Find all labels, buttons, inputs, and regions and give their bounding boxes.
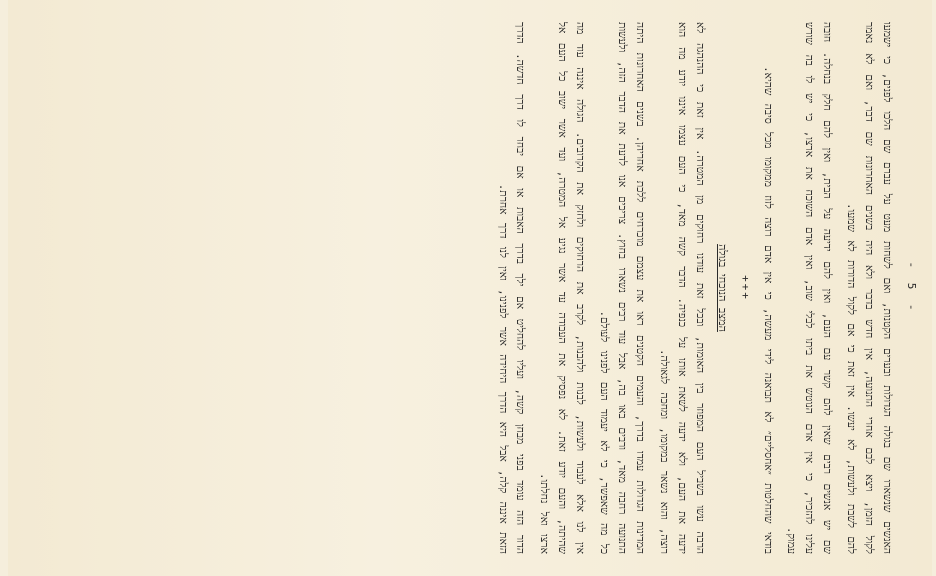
section-break: +++ — [738, 275, 752, 301]
paragraph: הרבה עשו בשביל העם המפוזר בין האומות, ובכל זאת עודנו רחוקים מן המטרה. אין זאת כי ההנהגה לא ידעה את העם, ולא ידעה לשאת אותו על כנפיה. הדבר קשה מאד, כי העם עצמו איננו יודע מה הוא רוצה, והוא נשאר במקומו, ומחכה לגאולה. — [657, 22, 706, 554]
paragraph: בודאי שהחלטות ״אחסליים״ לא תבואנה לידי מעשה, כי אין אדם רוצה לזוז ממקומו מכל סיבה שהיא. — [761, 66, 774, 554]
paragraph: האנשים שנשארו שם בגולה הגדולות ובערים הקטנות, ואם לשחות מעט על עברם שם הלכו לפנים, כי ישמעו לקול הזמן, ויצא לבם אחרי התנועה, אין חדש בדבר ולא היה בשנים האחרונות שם דבר, ואם לא נאמר להם לשבת ולעשות, לא יעשו. אין זאת כי אם לקול הדורות לא שמעו. — [845, 22, 893, 554]
scanned-sheet — [8, 0, 932, 576]
page-number: - 5 - — [905, 261, 918, 315]
paragraph: אין לנו אלא לעבוד ולעשות, לבנות ולהבנות, לקרב את הרחוקים ולחזק את הקרובים. הגולה איננה עוד מה שהיתה, והעם יודע זאת. לא נפסיק את העבודה עד אשר נגיע אל המטרה, ועד אשר ישוב כל העם אל ארצו ואל נחלתו. — [538, 22, 587, 554]
rotated-content — [8, 0, 932, 576]
paragraph: הדור הזה עומד בפני מבחן קשה, ועליו להחליט אם ילך בדרך האבות או אם יבחר לו דרך חדשה. הדרך הזאת איננה קלה, אבל היא הדרך היחידה אשר לפנינו, ואין לנו דרך אחרת. — [496, 22, 527, 554]
paragraph: המדינות הגדולות עמדו בדרך, והעמים הקטנים ראו את עצמם מוכרחים ללכת אחריהן. בשנים האחרונות היתה התנועה רחבה מאד, ורבים באו בה, אבל עוד רבים נשארו בחוץ. צריכים אנו לדעת את הדבר הזה, ולעשות כל מה שאפשר, כי לא יעמוד העם לפנינו לעולם. — [598, 22, 646, 554]
document-body — [22, 22, 918, 554]
paragraph: שם יש אנשים רבים שאין להם קשר עם העם, ואין להם ידיעה על הבית, ואין להם חלק בנחלה. חובה עלינו להזכיר, כי אין אדם הנוטש את ביתו לבלי שוב, ואין אדם השוכח את ארצו, כי יש לו בה שורש עמוק. — [785, 22, 834, 554]
section-heading: המצב הנוכחי בגולה — [715, 244, 729, 332]
